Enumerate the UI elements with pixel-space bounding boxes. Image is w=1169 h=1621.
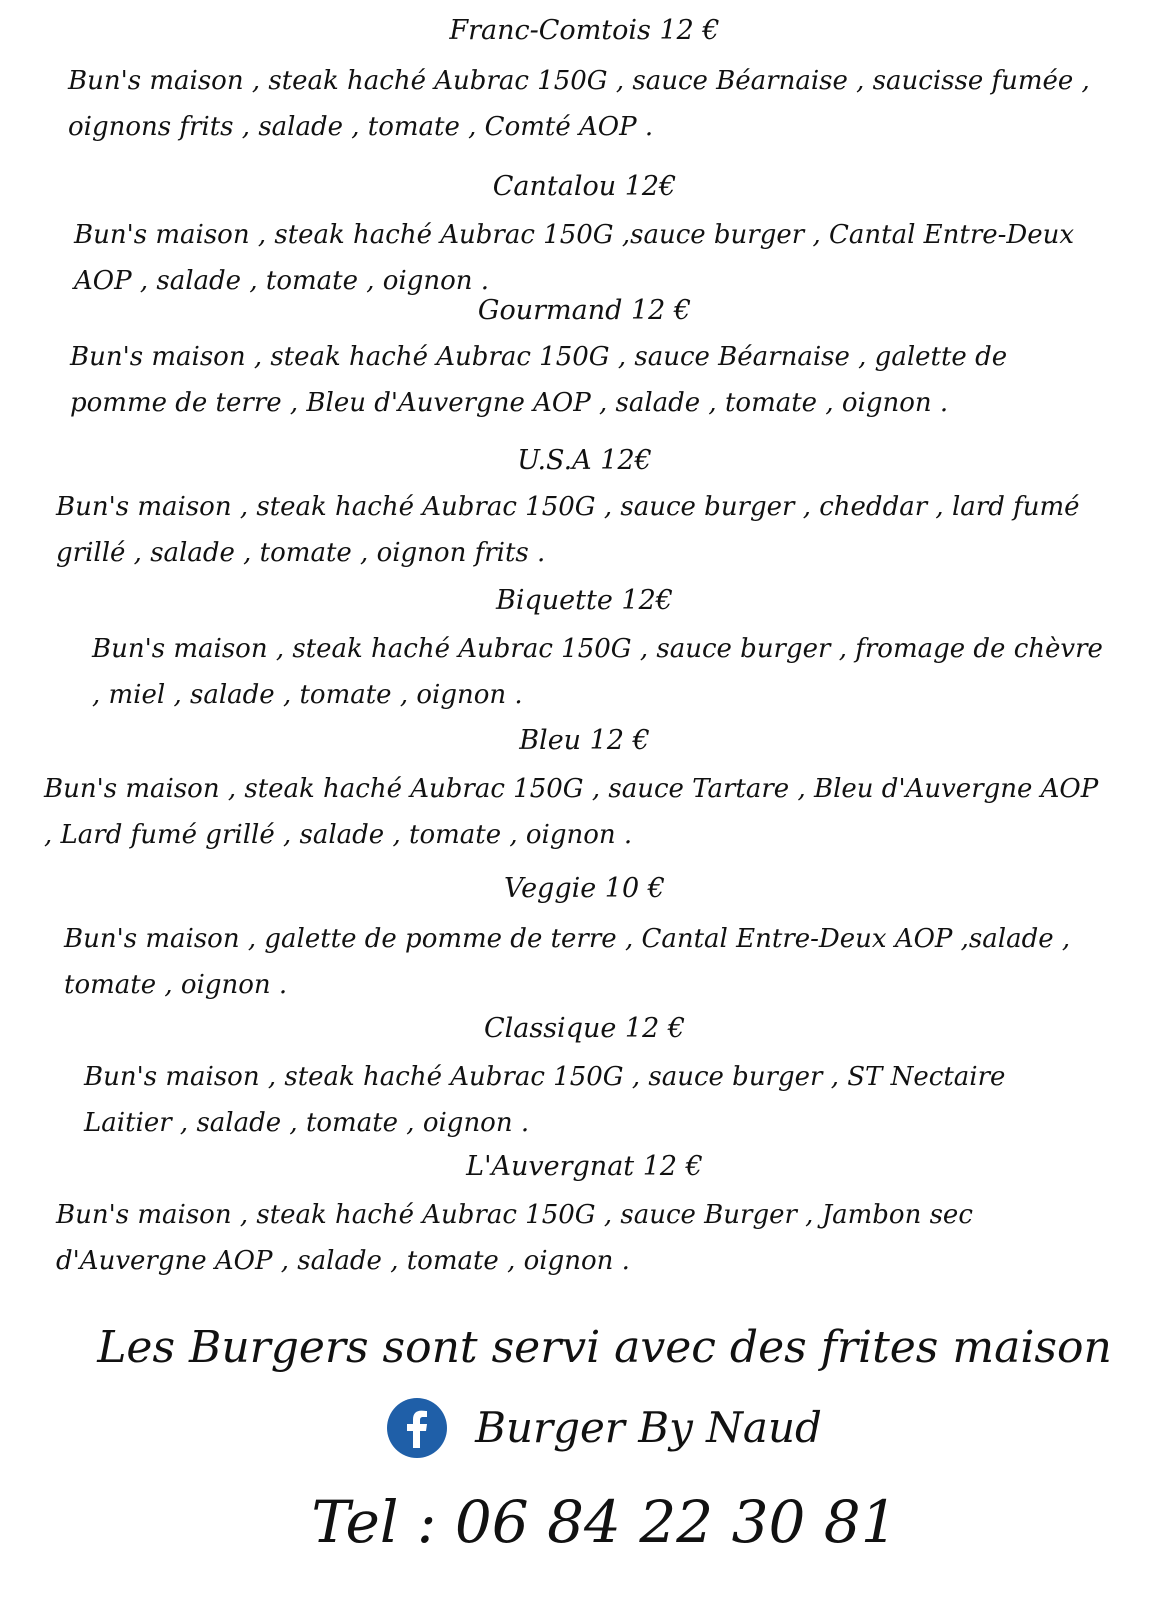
menu-item-description: Bun's maison , steak haché Aubrac 150G , sauce Burger , Jambon sec d'Auvergne AOP , salade , tomate , oignon . (56, 1200, 973, 1276)
menu-item-title: Bleu 12 € (519, 725, 650, 756)
menu-item-description: Bun's maison , steak haché Aubrac 150G , sauce Tartare , Bleu d'Auvergne AOP , Lard fumé grillé , salade , tomate , oignon . (44, 774, 1099, 850)
menu-item-title: L'Auvergnat 12 € (466, 1151, 703, 1182)
facebook-row[interactable] (0, 1398, 1169, 1458)
menu-item-description: Bun's maison , steak haché Aubrac 150G , sauce burger , fromage de chèvre , miel , salade , tomate , oignon . (92, 634, 1103, 710)
menu-item-description: Bun's maison , steak haché Aubrac 150G , sauce burger , cheddar , lard fumé grillé , salade , tomate , oignon frits . (56, 492, 1080, 568)
menu-item-title: Franc-Comtois 12 € (449, 15, 720, 46)
menu-item-title: Gourmand 12 € (477, 295, 692, 326)
menu-item-description: Bun's maison , galette de pomme de terre , Cantal Entre-Deux AOP ,salade , tomate , oignon . (64, 924, 1071, 1000)
menu-item-title: Classique 12 € (483, 1013, 686, 1044)
menu-item-description: Bun's maison , steak haché Aubrac 150G ,sauce burger , Cantal Entre-Deux AOP , salade , tomate , oignon . (74, 220, 1075, 296)
menu-item-description: Bun's maison , steak haché Aubrac 150G , sauce Béarnaise , saucisse fumée , oignons frits , salade , tomate , Comté AOP . (68, 66, 1090, 142)
menu-item-title: U.S.A 12€ (517, 445, 652, 476)
menu-item-title: Veggie 10 € (504, 873, 665, 904)
menu-item-title: Cantalou 12€ (492, 171, 677, 202)
fries-note: Les Burgers sont servi avec des frites maison (97, 1322, 1112, 1373)
menu-item-description: Bun's maison , steak haché Aubrac 150G , sauce Béarnaise , galette de pomme de terre , Bleu d'Auvergne AOP , salade , tomate , oignon . (70, 342, 1008, 418)
menu-item-description: Bun's maison , steak haché Aubrac 150G , sauce burger , ST Nectaire Laitier , salade , tomate , oignon . (84, 1062, 1006, 1138)
facebook-page-name[interactable]: Burger By Naud (475, 1403, 822, 1452)
facebook-icon[interactable] (387, 1398, 447, 1458)
phone-number[interactable]: Tel : 06 84 22 30 81 (311, 1488, 898, 1556)
menu-item-title: Biquette 12€ (496, 585, 673, 616)
